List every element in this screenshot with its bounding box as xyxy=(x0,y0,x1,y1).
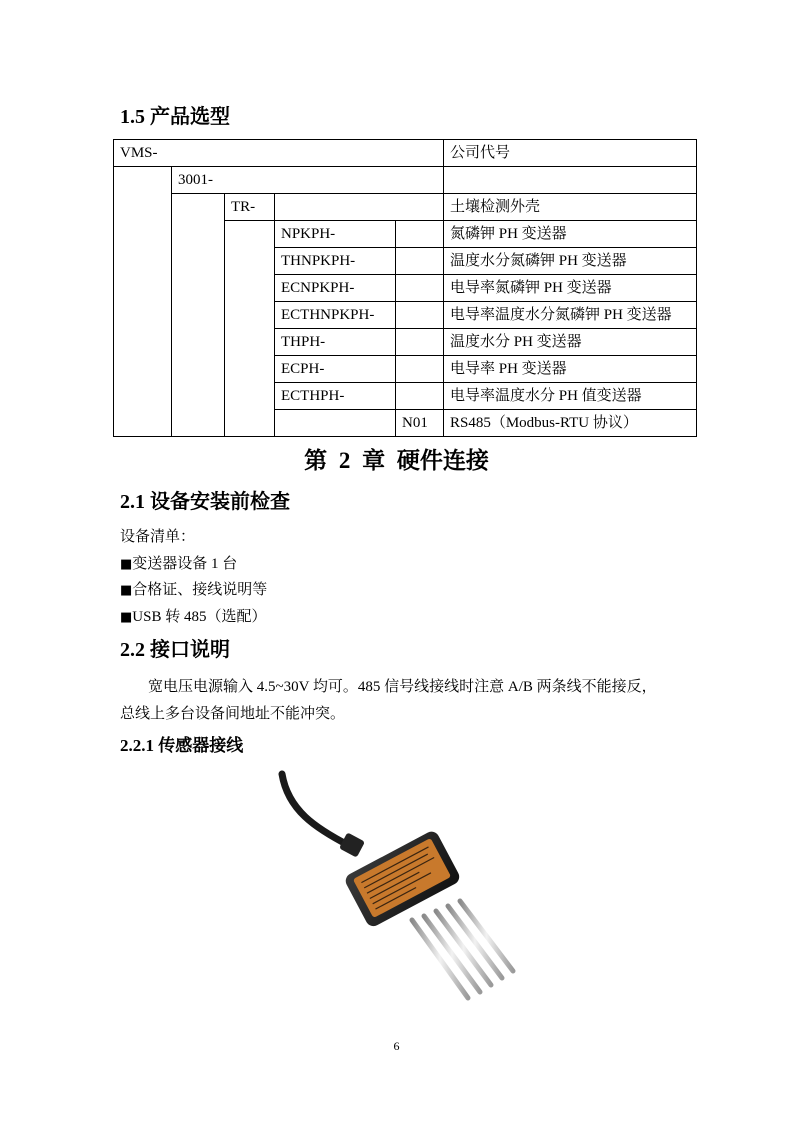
bullet-square-icon: ■ xyxy=(120,557,133,572)
table-cell-empty xyxy=(275,410,396,437)
page-number: 6 xyxy=(393,1039,400,1053)
section-2-2-1-title: 2.2.1 传感器接线 xyxy=(120,736,244,755)
table-cell-empty xyxy=(396,356,444,383)
section-1-5-title: 1.5 产品选型 xyxy=(120,106,230,128)
table-cell-code: TR- xyxy=(225,194,275,221)
table-cell-desc: 土壤检测外壳 xyxy=(444,194,697,221)
table-cell-code: VMS- xyxy=(114,140,444,167)
interface-paragraph-line-2: 总线上多台设备间地址不能冲突。 xyxy=(120,706,346,722)
table-cell-code: N01 xyxy=(396,410,444,437)
list-item xyxy=(120,580,267,601)
table-cell-empty xyxy=(396,302,444,329)
table-cell-empty xyxy=(172,194,225,437)
list-item-text: USB 转 485（选配） xyxy=(132,609,267,625)
equipment-list-title: 设备清单： xyxy=(120,529,196,545)
section-2-1-title: 2.1 设备安装前检查 xyxy=(120,491,290,513)
table-cell-desc: RS485（Modbus-RTU 协议） xyxy=(444,410,697,437)
table-cell-desc: 电导率 PH 变送器 xyxy=(444,356,697,383)
table-cell-empty xyxy=(396,248,444,275)
table-cell-empty xyxy=(275,194,444,221)
bullet-square-icon: ■ xyxy=(120,583,133,598)
table-cell-code: ECNPKPH- xyxy=(275,275,396,302)
table-cell-code: ECPH- xyxy=(275,356,396,383)
product-selection-table xyxy=(113,139,697,437)
table-cell-code: ECTHNPKPH- xyxy=(275,302,396,329)
table-cell-desc xyxy=(444,167,697,194)
table-cell-empty xyxy=(396,383,444,410)
table-cell-desc: 电导率氮磷钾 PH 变送器 xyxy=(444,275,697,302)
table-row xyxy=(114,167,697,194)
table-cell-desc: 电导率温度水分氮磷钾 PH 变送器 xyxy=(444,302,697,329)
table-cell-empty xyxy=(396,221,444,248)
table-cell-code: THPH- xyxy=(275,329,396,356)
bullet-square-icon: ■ xyxy=(120,610,133,625)
table-row xyxy=(114,140,697,167)
list-item xyxy=(120,607,266,628)
soil-sensor-image xyxy=(270,770,530,1010)
table-cell-empty xyxy=(225,221,275,437)
table-cell-empty xyxy=(396,329,444,356)
table-cell-empty xyxy=(396,275,444,302)
table-cell-desc: 温度水分氮磷钾 PH 变送器 xyxy=(444,248,697,275)
table-cell-code: 3001- xyxy=(172,167,444,194)
table-cell-desc: 电导率温度水分 PH 值变送器 xyxy=(444,383,697,410)
table-cell-desc: 温度水分 PH 变送器 xyxy=(444,329,697,356)
table-cell-code: ECTHPH- xyxy=(275,383,396,410)
table-cell-desc: 公司代号 xyxy=(444,140,697,167)
table-row xyxy=(114,194,697,221)
section-2-2-title: 2.2 接口说明 xyxy=(120,639,230,661)
chapter-title: 第 2 章 硬件连接 xyxy=(304,448,489,473)
interface-paragraph-line-1: 宽电压电源输入 4.5~30V 均可。485 信号线接线时注意 A/B 两条线不能接反， xyxy=(148,679,657,695)
list-item-text: 合格证、接线说明等 xyxy=(132,582,268,598)
list-item xyxy=(120,554,237,575)
list-item-text: 变送器设备 1 台 xyxy=(132,556,238,572)
table-cell-desc: 氮磷钾 PH 变送器 xyxy=(444,221,697,248)
table-cell-code: NPKPH- xyxy=(275,221,396,248)
table-cell-code: THNPKPH- xyxy=(275,248,396,275)
table-cell-empty xyxy=(114,167,172,437)
